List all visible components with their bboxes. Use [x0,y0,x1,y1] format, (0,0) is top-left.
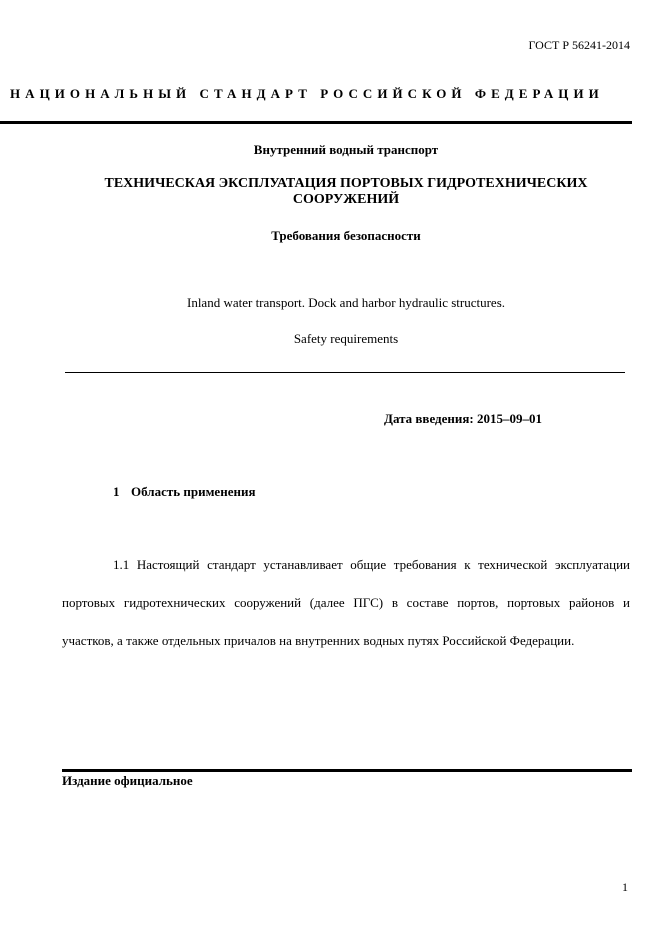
series-title: Внутренний водный транспорт [253,142,439,157]
subtitle: Требования безопасности [271,228,421,243]
section-title: Область применения [131,484,256,499]
section-heading [113,484,255,500]
section-number: 1 [113,484,120,499]
page-number: 1 [622,880,628,894]
title-divider [65,372,625,373]
document-code: ГОСТ Р 56241-2014 [528,38,630,52]
footer-divider [62,769,632,772]
national-standard-heading: НАЦИОНАЛЬНЫЙ СТАНДАРТ РОССИЙСКОЙ ФЕДЕРАЦИИ [10,86,604,101]
english-title: Inland water transport. Dock and harbor hydraulic structures. [186,295,506,310]
intro-date: Дата введения: 2015–09–01 [384,411,542,426]
main-title: ТЕХНИЧЕСКАЯ ЭКСПЛУАТАЦИЯ ПОРТОВЫХ ГИДРОТЕХНИЧЕСКИХ СООРУЖЕНИЙ [104,176,588,207]
header-divider [0,121,632,124]
english-subtitle: Safety requirements [293,331,399,346]
official-edition-label: Издание официальное [62,773,193,788]
section-paragraph: 1.1 Настоящий стандарт устанавливает общие требования к технической эксплуатации портовых гидротехнических сооружений (далее ПГС) в составе портов, портовых районов и участков, а также отдельных причалов на внутренних водных путях Российской Федерации. [62,557,630,648]
